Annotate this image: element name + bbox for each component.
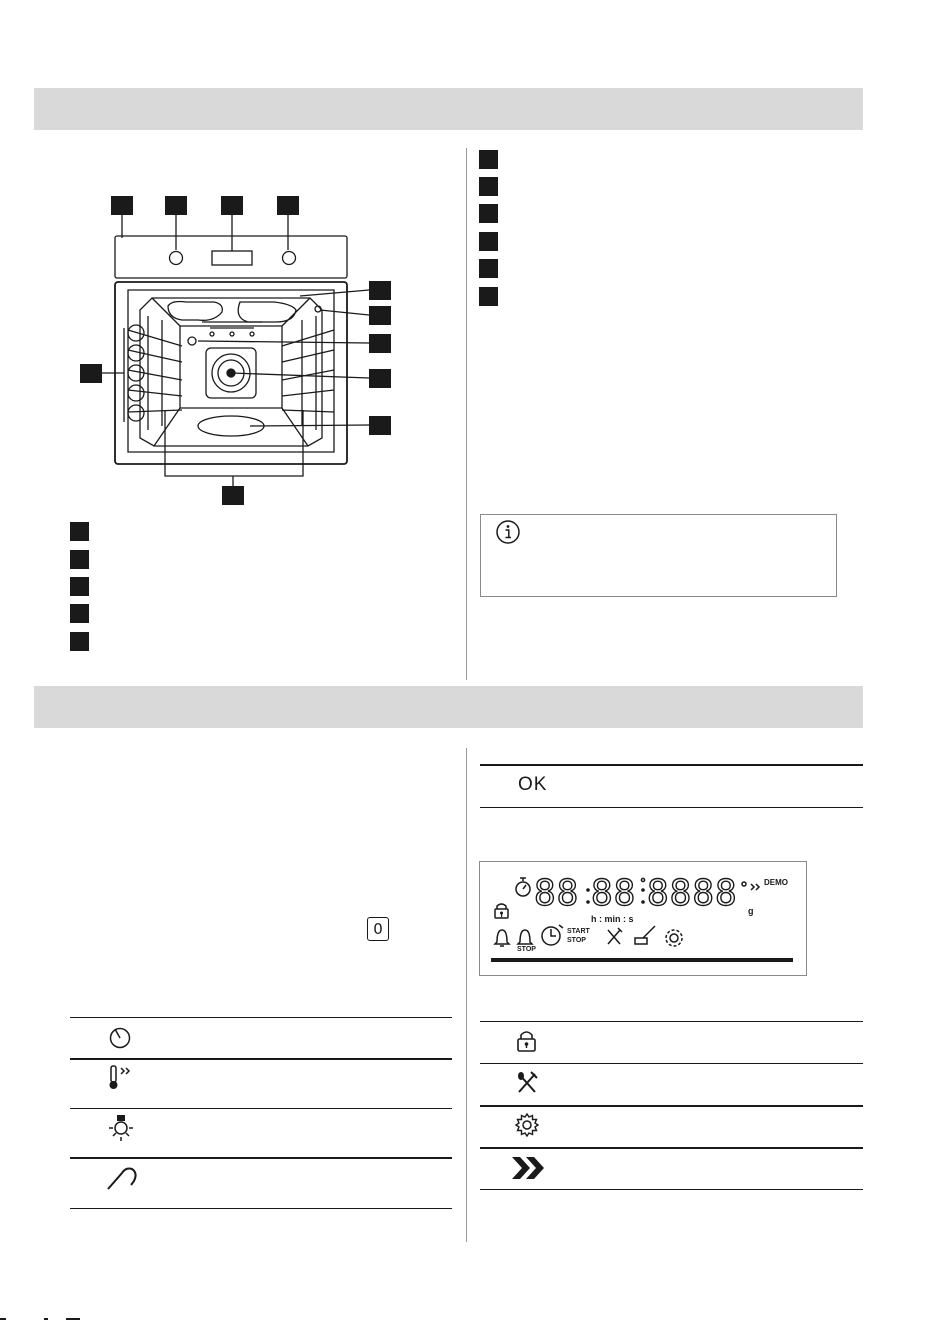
table-rule <box>70 1017 452 1018</box>
callout-marker <box>111 196 133 215</box>
legend-marker <box>479 287 498 306</box>
callout-marker <box>369 306 391 325</box>
legend-marker <box>479 232 498 251</box>
legend-marker <box>70 632 89 651</box>
legend-marker <box>479 177 498 196</box>
callout-marker <box>80 364 102 383</box>
child-lock-icon <box>513 1028 541 1056</box>
display-start-label: START <box>567 928 590 935</box>
callout-marker <box>165 196 187 215</box>
legend-marker <box>479 259 498 278</box>
callout-marker <box>369 281 391 300</box>
progress-bar <box>491 958 793 962</box>
lamp-icon <box>106 1113 138 1145</box>
footer-mark <box>0 1318 6 1320</box>
assisted-cooking-icon <box>513 1069 541 1097</box>
table-rule <box>480 1147 863 1149</box>
fast-heat-up-icon <box>104 1063 138 1093</box>
callout-marker <box>277 196 299 215</box>
footer-mark <box>44 1318 48 1320</box>
display-drawing <box>480 862 808 977</box>
legend-marker <box>70 522 89 541</box>
display-panel <box>479 861 807 976</box>
table-rule <box>70 1058 452 1060</box>
settings-icon <box>513 1111 541 1139</box>
info-note-box <box>480 514 837 597</box>
callout-marker <box>222 486 244 505</box>
callout-marker <box>369 334 391 353</box>
display-digits-left: 88 <box>534 873 580 914</box>
callout-marker <box>221 196 243 215</box>
table-rule <box>70 1208 452 1209</box>
callout-marker <box>369 416 391 435</box>
display-demo-label: DEMO <box>764 878 788 887</box>
column-divider-top <box>466 148 467 680</box>
display-digits-right: 8888 <box>647 873 738 914</box>
table-rule <box>70 1157 452 1159</box>
oven-diagram <box>70 190 400 510</box>
table-rule <box>480 764 863 766</box>
legend-marker <box>70 577 89 596</box>
table-rule <box>480 1063 863 1064</box>
timer-icon <box>106 1024 134 1052</box>
zero-key: 0 <box>367 917 389 941</box>
table-rule <box>480 1189 863 1190</box>
section-header-band-1 <box>34 88 863 130</box>
display-digits-mid: 88 <box>591 873 637 914</box>
core-temperature-sensor-icon <box>104 1163 140 1195</box>
callout-marker <box>369 369 391 388</box>
display-bell-stop-label: STOP <box>517 946 536 953</box>
display-weight-unit: g <box>748 906 754 916</box>
legend-marker <box>479 204 498 223</box>
table-rule <box>480 807 863 808</box>
info-icon <box>495 519 521 545</box>
table-rule <box>480 1021 863 1022</box>
table-rule <box>480 1105 863 1107</box>
section-header-band-2 <box>34 686 863 728</box>
footer-mark <box>66 1318 80 1320</box>
display-time-units: h : min : s <box>591 914 634 924</box>
legend-marker <box>70 550 89 569</box>
legend-marker <box>70 604 89 623</box>
display-stop-label: STOP <box>567 937 586 944</box>
column-divider-bottom <box>466 748 467 1242</box>
table-rule <box>70 1108 452 1109</box>
legend-marker <box>479 150 498 169</box>
ok-key: OK <box>518 774 548 795</box>
fast-heat-up-chevrons-icon <box>510 1153 550 1183</box>
